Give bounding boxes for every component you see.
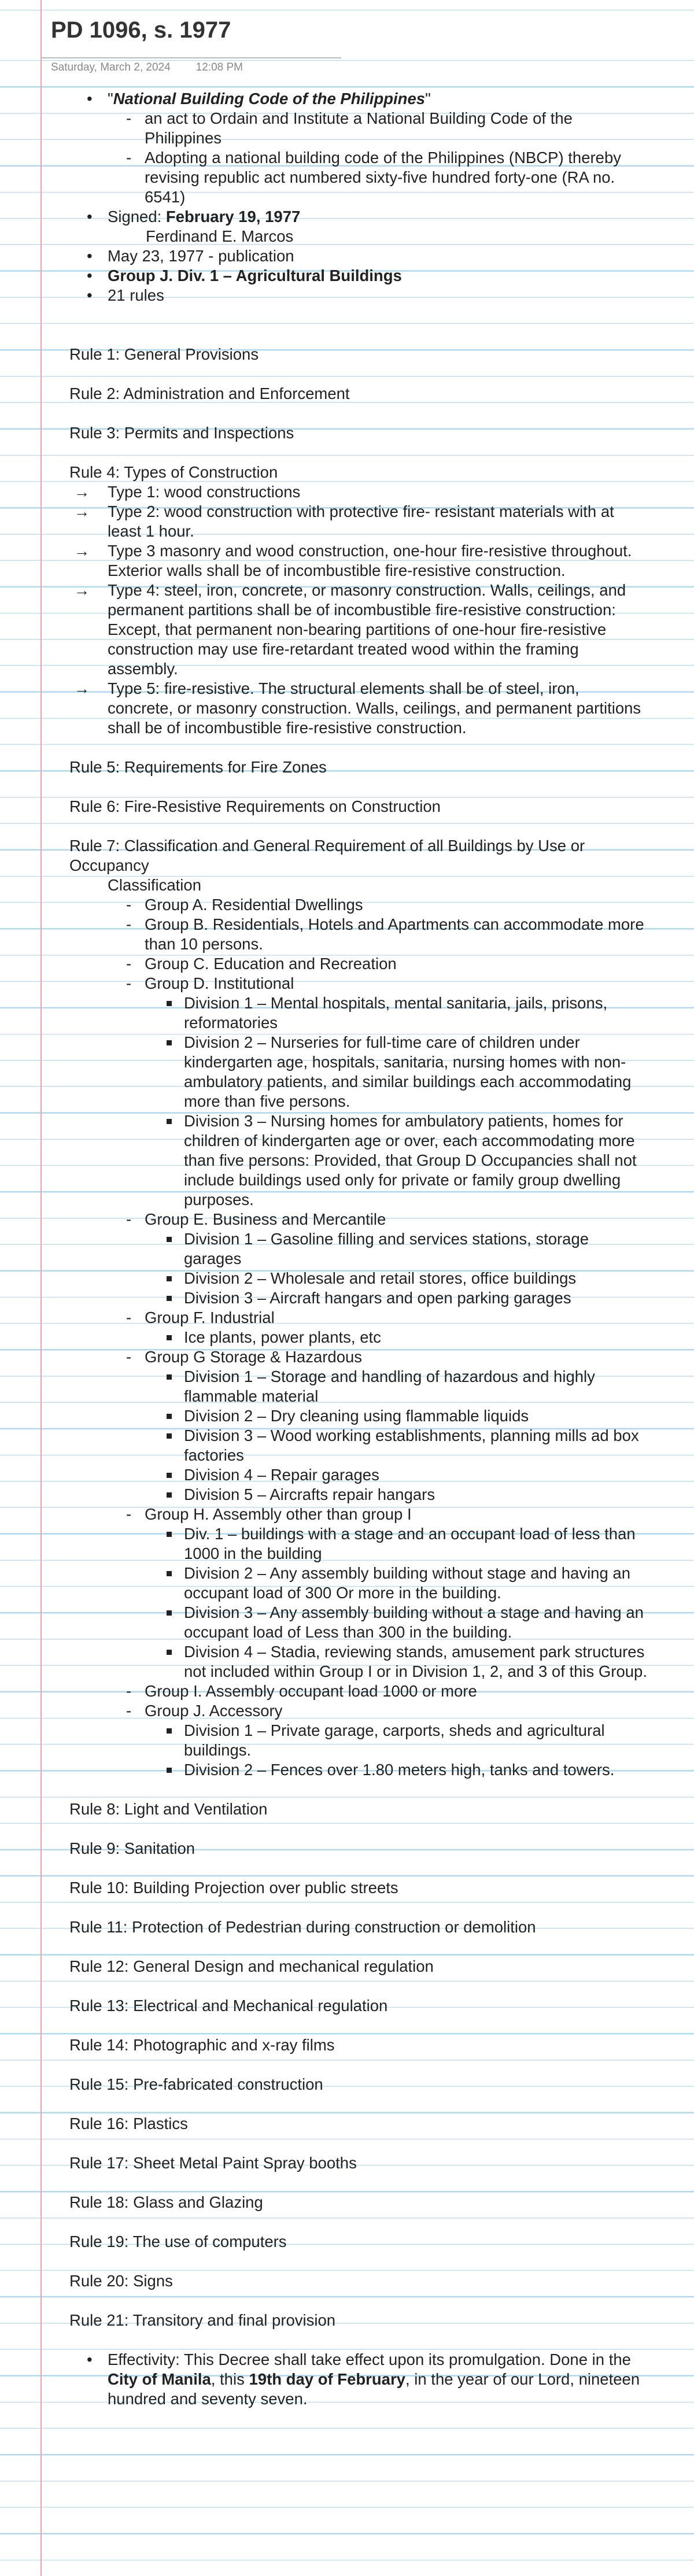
list-item[interactable]: Division 2 – Any assembly building without stage and having an occupant load of 300 Or more in the building.	[69, 1564, 648, 1603]
signed-by: Ferdinand E. Marcos	[146, 227, 294, 245]
rule-heading[interactable]: Rule 13: Electrical and Mechanical regulation	[69, 1997, 388, 2015]
list-item[interactable]: Division 2 – Wholesale and retail stores, office buildings	[69, 1269, 648, 1288]
list-item[interactable]: Division 1 – Mental hospitals, mental sanitaria, jails, prisons, reformatories	[69, 993, 648, 1033]
list-item[interactable]: - Group A. Residential Dwellings	[69, 895, 648, 915]
rule-heading[interactable]: Rule 10: Building Projection over public streets	[69, 1879, 398, 1897]
city-name: City of Manila	[108, 2370, 211, 2388]
group-f-divisions	[69, 1328, 648, 1347]
note-time: 12:08 PM	[195, 61, 243, 73]
list-item[interactable]: Division 3 – Wood working establishments, planning mills ad box factories	[69, 1426, 648, 1465]
overview-list	[69, 89, 648, 305]
list-item[interactable]: → Type 1: wood constructions	[69, 482, 648, 502]
list-item[interactable]: • Signed: February 19, 1977 Ferdinand E. Marcos	[69, 207, 648, 246]
list-item[interactable]: - Group H. Assembly other than group I Div. 1 – buildings with a stage and an occupant load of less than 1000 in the building Division 2 – Any assembly building without stage and having an occupant load of 300 Or more in the building. Division 3 – Any assembly building without a stage and having an occupant load of Less than 300 in the building. Division 4 – Stadia, reviewing stands, amusement park structures not included within Group I or in Division 1, 2, and 3 of this Group.	[69, 1505, 648, 1681]
group-h-divisions	[69, 1524, 648, 1681]
signing-day: 19th day of February	[249, 2370, 405, 2388]
list-item[interactable]: - Group I. Assembly occupant load 1000 or more	[69, 1681, 648, 1701]
list-item[interactable]: Division 2 – Fences over 1.80 meters high, tanks and towers.	[69, 1760, 648, 1780]
rule-heading[interactable]: Rule 6: Fire-Resistive Requirements on Construction	[69, 797, 441, 815]
list-item[interactable]: Division 3 – Any assembly building without a stage and having an occupant load of Less than 300 in the building.	[69, 1603, 648, 1642]
rule-heading[interactable]: Rule 21: Transitory and final provision	[69, 2311, 336, 2329]
list-item[interactable]: Division 4 – Stadia, reviewing stands, amusement park structures not included within Group I or in Division 1, 2, and 3 of this Group.	[69, 1642, 648, 1681]
list-item[interactable]: • May 23, 1977 - publication	[69, 246, 648, 266]
list-item[interactable]: - Group F. Industrial Ice plants, power plants, etc	[69, 1308, 648, 1347]
list-item[interactable]: - Group E. Business and Mercantile Division 1 – Gasoline filling and services stations, storage garages Division 2 – Wholesale and retail stores, office buildings Division 3 – Aircraft hangars and open parking garages	[69, 1210, 648, 1308]
rule-heading[interactable]: Rule 9: Sanitation	[69, 1839, 195, 1857]
list-item[interactable]: Ice plants, power plants, etc	[69, 1328, 648, 1347]
group-highlight: Group J. Div. 1 – Agricultural Buildings	[108, 267, 402, 284]
classification-label[interactable]: Classification	[108, 876, 202, 894]
margin-line	[40, 0, 42, 2576]
occupancy-groups	[69, 895, 648, 1780]
construction-types	[69, 482, 648, 738]
rule-heading[interactable]: Rule 16: Plastics	[69, 2115, 188, 2133]
rule-heading[interactable]: Rule 12: General Design and mechanical regulation	[69, 1957, 434, 1975]
rule-heading[interactable]: Rule 4: Types of Construction	[69, 463, 278, 481]
rule-heading[interactable]: Rule 5: Requirements for Fire Zones	[69, 758, 327, 776]
list-item[interactable]: • 21 rules	[69, 286, 648, 305]
list-item[interactable]: Division 4 – Repair garages	[69, 1465, 648, 1485]
list-item[interactable]: - Group C. Education and Recreation	[69, 954, 648, 974]
rule-heading[interactable]: Rule 20: Signs	[69, 2272, 173, 2290]
list-item[interactable]: - an act to Ordain and Institute a National Building Code of the Philippines	[69, 109, 648, 148]
rule-heading[interactable]: Rule 2: Administration and Enforcement	[69, 385, 350, 402]
page-title[interactable]: PD 1096, s. 1977	[51, 17, 231, 43]
group-d-divisions	[69, 993, 648, 1210]
rule-heading[interactable]: Rule 15: Pre-fabricated construction	[69, 2075, 323, 2093]
list-item[interactable]: Division 3 – Aircraft hangars and open parking garages	[69, 1288, 648, 1308]
rule-heading[interactable]: Rule 11: Protection of Pedestrian during construction or demolition	[69, 1918, 536, 1936]
list-item[interactable]: → Type 4: steel, iron, concrete, or masonry construction. Walls, ceilings, and permanent partitions shall be of incombustible fire-resistive construction: Except, that permanent non-bearing partitions of one-hour fire-resistive construction may use fire-retardant treated wood within the framing assembly.	[69, 581, 648, 679]
list-item[interactable]: Division 2 – Nurseries for full-time care of children under kindergarten age, hospitals, sanitaria, nursing homes with non-ambulatory patients, and similar buildings each accommodating more than five persons.	[69, 1033, 648, 1111]
list-item[interactable]: Division 1 – Private garage, carports, sheds and agricultural buildings.	[69, 1721, 648, 1760]
list-item[interactable]: - Adopting a national building code of the Philippines (NBCP) thereby revising republic act numbered sixty-five hundred forty-one (RA no. 6541)	[69, 148, 648, 207]
list-item[interactable]: - Group B. Residentials, Hotels and Apartments can accommodate more than 10 persons.	[69, 915, 648, 954]
list-item[interactable]: → Type 3 masonry and wood construction, one-hour fire-resistive throughout. Exterior walls shall be of incombustible fire-resistive construction.	[69, 541, 648, 581]
list-item[interactable]: - Group J. Accessory Division 1 – Private garage, carports, sheds and agricultural buildings. Division 2 – Fences over 1.80 meters high, tanks and towers.	[69, 1701, 648, 1780]
list-item[interactable]: → Type 2: wood construction with protective fire- resistant materials with at least 1 hour.	[69, 502, 648, 541]
rule-heading[interactable]: Rule 14: Photographic and x-ray films	[69, 2036, 335, 2054]
note-date: Saturday, March 2, 2024	[51, 61, 171, 73]
note-body[interactable]	[69, 89, 648, 2409]
rule-heading[interactable]: Rule 17: Sheet Metal Paint Spray booths	[69, 2154, 357, 2172]
group-j-divisions	[69, 1721, 648, 1780]
rule-heading[interactable]: Rule 8: Light and Ventilation	[69, 1800, 268, 1818]
list-item[interactable]: Division 5 – Aircrafts repair hangars	[69, 1485, 648, 1505]
list-item[interactable]: Division 1 – Gasoline filling and services stations, storage garages	[69, 1229, 648, 1269]
list-item[interactable]: - Group D. Institutional Division 1 – Mental hospitals, mental sanitaria, jails, prisons, reformatories Division 2 – Nurseries for full-time care of children under kindergarten age, hospitals, sanitaria, nursing homes with non-ambulatory patients, and similar buildings each accommodating more than five persons. Division 3 – Nursing homes for ambulatory patients, homes for children of kindergarten age or over, each accommodating more than five persons: Provided, that Group D Occupancies shall not include buildings used only for private or family group dwelling purposes.	[69, 974, 648, 1210]
code-name: National Building Code of the Philippines	[113, 90, 426, 108]
list-item[interactable]: • Effectivity: This Decree shall take effect upon its promulgation. Done in the City of Manila, this 19th day of February, in the year of our Lord, nineteen hundred and seventy seven.	[69, 2350, 648, 2409]
group-e-divisions	[69, 1229, 648, 1308]
list-item[interactable]	[69, 266, 648, 286]
rule-heading[interactable]: Rule 19: The use of computers	[69, 2233, 287, 2250]
code-details	[69, 109, 648, 207]
title-divider	[40, 57, 341, 58]
group-g-divisions	[69, 1367, 648, 1505]
list-item[interactable]: • "National Building Code of the Philippines" - an act to Ordain and Institute a National Building Code of the Philippines - Adopting a national building code of the Philippines (NBCP) thereby revising republic act numbered sixty-five hundred forty-one (RA no. 6541)	[69, 89, 648, 207]
effectivity-list	[69, 2350, 648, 2409]
list-item[interactable]: Division 1 – Storage and handling of hazardous and highly flammable material	[69, 1367, 648, 1406]
rule-heading[interactable]: Rule 18: Glass and Glazing	[69, 2193, 263, 2211]
rule-heading[interactable]: Rule 3: Permits and Inspections	[69, 424, 294, 442]
rule-heading[interactable]: Rule 1: General Provisions	[69, 345, 259, 363]
signed-date: February 19, 1977	[165, 208, 301, 226]
list-item[interactable]: Division 2 – Dry cleaning using flammable liquids	[69, 1406, 648, 1426]
list-item[interactable]: Division 3 – Nursing homes for ambulatory patients, homes for children of kindergarten age or over, each accommodating more than five persons: Provided, that Group D Occupancies shall not include buildings used only for private or family group dwelling purposes.	[69, 1111, 648, 1210]
note-meta	[51, 61, 243, 74]
list-item[interactable]: Div. 1 – buildings with a stage and an occupant load of less than 1000 in the building	[69, 1524, 648, 1564]
rule-heading[interactable]: Rule 7: Classification and General Requirement of all Buildings by Use or Occupancy	[69, 837, 585, 874]
list-item[interactable]: - Group G Storage & Hazardous Division 1 – Storage and handling of hazardous and highly flammable material Division 2 – Dry cleaning using flammable liquids Division 3 – Wood working establishments, planning mills ad box factories Division 4 – Repair garages Division 5 – Aircrafts repair hangars	[69, 1347, 648, 1505]
list-item[interactable]: → Type 5: fire-resistive. The structural elements shall be of steel, iron, concrete, or masonry construction. Walls, ceilings, and permanent partitions shall be of incombustible fire-resistive construction.	[69, 679, 648, 738]
